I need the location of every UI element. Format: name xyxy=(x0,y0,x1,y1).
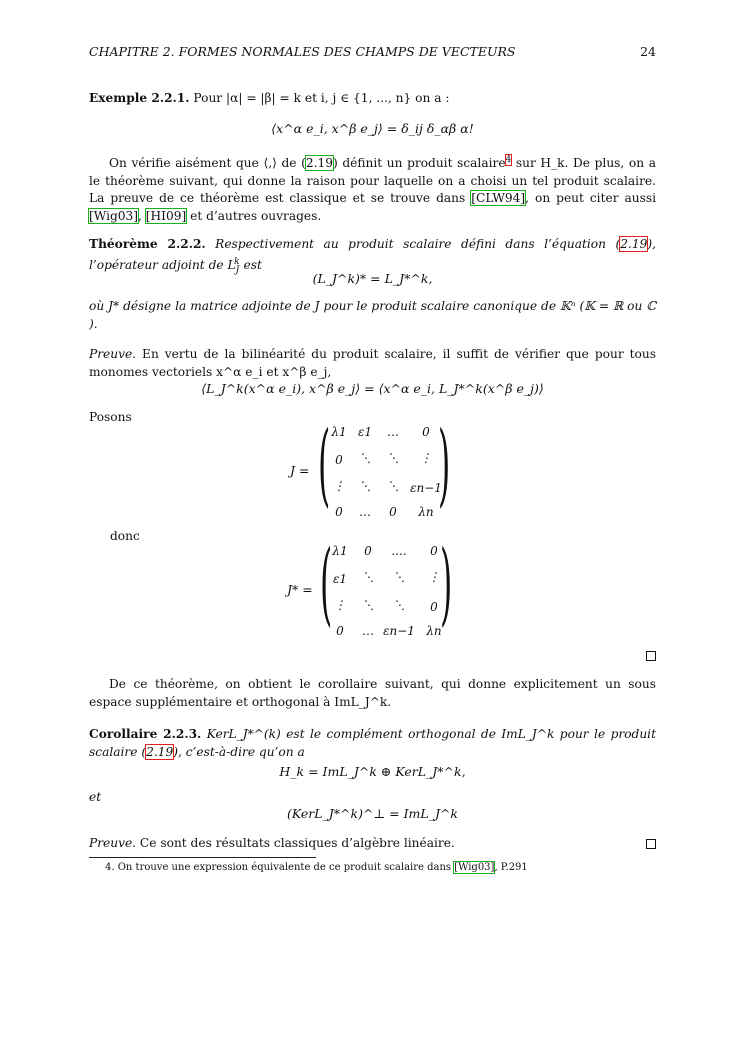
posons-label: Posons xyxy=(89,410,132,424)
matrix-cell: 0 xyxy=(335,505,343,519)
matrix-cell: ⋱ xyxy=(393,598,405,612)
theorem-text-b: ), l’opérateur adjoint de L xyxy=(89,237,656,272)
matrix-j xyxy=(290,412,460,521)
matrix-cell: λn xyxy=(426,624,442,638)
corollary-statement xyxy=(89,726,656,761)
matrix-cell: λn xyxy=(418,505,434,519)
proof-2 xyxy=(89,835,656,853)
example-label: Exemple 2.2.1. xyxy=(89,91,190,105)
matrix-cell: ⋱ xyxy=(387,451,399,465)
matrix-cell: ε1 xyxy=(332,572,348,586)
corollary-label: Corollaire 2.2.3. xyxy=(89,727,202,741)
matrix-cell: λ1 xyxy=(332,544,348,558)
matrix-cell: ⋮ xyxy=(334,598,346,612)
corollary-equation-2: (KerL_J*^k)^⊥ = ImL_J^k xyxy=(286,806,459,821)
para1-text-c: sur H_k. De plus, on a le théorème suivant, qui donne la raison pour laquelle on a choisi un tel produit scalaire. La preuve de ce théorème est classique et se trouve dans xyxy=(89,156,656,206)
footnote-text-b: , P.291 xyxy=(494,862,528,873)
matrix-j-star xyxy=(287,531,457,640)
matrix-cell: ⋱ xyxy=(393,570,405,584)
example-text: Pour |α| = |β| = k et i, j ∈ {1, ..., n} on a : xyxy=(193,91,450,105)
matrix-cell: 0 xyxy=(335,453,343,467)
theorem-equation: (L_J^k)* = L_J*^k, xyxy=(312,271,433,286)
paragraph-1 xyxy=(89,152,656,225)
proof-1-equation: ⟨L_J^k(x^α e_i), x^β e_j⟩ = ⟨x^α e_i, L_J*^k(x^β e_j)⟩ xyxy=(201,381,544,396)
corollary-equation-1: H_k = ImL_J^k ⊕ KerL_J*^k, xyxy=(279,764,466,779)
proof-1 xyxy=(89,346,656,381)
matrix-cell: … xyxy=(387,425,399,439)
matrix-cell: ⋱ xyxy=(387,479,399,493)
footnote-number: 4. xyxy=(105,862,115,873)
matrix-j-right-paren: ) xyxy=(438,412,451,517)
matrix-cell: ⋮ xyxy=(333,479,345,493)
matrix-cell: 0 xyxy=(364,544,372,558)
para1-text-f: et d’autres ouvrages. xyxy=(186,208,322,223)
matrix-cell: ⋮ xyxy=(420,451,432,465)
matrix-cell: ⋱ xyxy=(359,479,371,493)
header-title: CHAPITRE 2. FORMES NORMALES DES CHAMPS DE VECTEURS xyxy=(89,44,516,59)
matrix-cell: ⋱ xyxy=(359,451,371,465)
footnote-citation-wig03[interactable]: [Wig03] xyxy=(454,862,495,873)
citation-hi09[interactable]: [HI09] xyxy=(145,208,187,223)
matrix-cell: ⋱ xyxy=(362,570,374,584)
proof-2-label: Preuve. xyxy=(89,836,137,850)
matrix-cell: λ1 xyxy=(331,425,347,439)
matrix-cell: ⋮ xyxy=(428,570,440,584)
proof-1-label: Preuve. xyxy=(89,347,137,361)
matrix-cell: .... xyxy=(391,544,407,558)
matrix-cell: … xyxy=(359,505,371,519)
matrix-cell: … xyxy=(362,624,374,638)
matrix-j-left-paren: ( xyxy=(318,412,331,517)
proof-2-text: Ce sont des résultats classiques d’algèbre linéaire. xyxy=(136,836,455,850)
paragraph-2: De ce théorème, on obtient le corollaire suivant, qui donne explicitement un sous espace supplémentaire et orthogonal à ImL_J^k. xyxy=(89,677,656,709)
corollary-equation-ref-link[interactable]: 2.19 xyxy=(146,744,174,759)
page-number: 24 xyxy=(640,44,656,59)
example-equation: ⟨x^α e_i, x^β e_j⟩ = δ_ij δ_αβ α! xyxy=(271,121,474,136)
qed-square xyxy=(646,651,656,661)
matrix-j-star-lhs: J* = xyxy=(287,582,313,597)
para1-text-b: ) définit un produit scalaire xyxy=(332,156,506,171)
matrix-j-star-right-paren: ) xyxy=(440,531,453,636)
qed-square xyxy=(646,839,656,849)
theorem-text-c: est xyxy=(239,257,262,272)
footnote-rule xyxy=(89,857,316,858)
corollary-text-a: KerL_J*^(k) est le complément orthogonal de ImL_J^k pour le produit scalaire ( xyxy=(89,727,656,759)
theorem-equation-ref-link[interactable]: 2.19 xyxy=(620,237,648,251)
donc-label: donc xyxy=(110,529,140,543)
matrix-cell: ε1 xyxy=(357,425,373,439)
running-header xyxy=(89,44,656,59)
proof-1-text: En vertu de la bilinéarité du produit scalaire, il suffit de vérifier que pour tous monomes vectoriels x^α e_i et x^β e_j, xyxy=(89,347,656,379)
corollary-text-b: ), c’est-à-dire qu’on a xyxy=(173,744,305,759)
matrix-cell: 0 xyxy=(389,505,397,519)
example-block xyxy=(89,90,656,108)
footnote xyxy=(105,862,528,873)
matrix-cell: 0 xyxy=(430,600,438,614)
footnote-text-a: On trouve une expression équivalente de ce produit scalaire dans xyxy=(117,862,455,873)
equation-ref-link[interactable]: 2.19 xyxy=(305,156,333,171)
para1-text-a: On vérifie aisément que ⟨,⟩ de ( xyxy=(109,156,306,171)
theorem-text-a: Respectivement au produit scalaire défini dans l’équation ( xyxy=(205,237,621,251)
matrix-cell: 0 xyxy=(430,544,438,558)
theorem-label: Théorème 2.2.2. xyxy=(89,237,206,251)
matrix-cell: 0 xyxy=(422,425,430,439)
matrix-cell: εn−1 xyxy=(383,624,415,638)
citation-wig03[interactable]: [Wig03] xyxy=(89,208,139,223)
para1-text-d: , on peut citer aussi xyxy=(525,191,656,206)
footnote-ref-link[interactable]: 4 xyxy=(505,155,512,165)
matrix-j-star-left-paren: ( xyxy=(320,531,333,636)
citation-clw94[interactable]: [CLW94] xyxy=(471,191,526,206)
theorem-continuation: où J* désigne la matrice adjointe de J pour le produit scalaire canonique de 𝕂ⁿ (𝕂 = ℝ ou ℂ ). xyxy=(89,299,656,331)
matrix-cell: 0 xyxy=(336,624,344,638)
corollary-et: et xyxy=(89,790,102,804)
theorem-statement: Théorème 2.2.2. Respectivement au produit scalaire défini dans l’équation (2.19), l’opérateur adjoint de $L_J^k$ est xyxy=(89,237,656,275)
para1-text-e: , xyxy=(138,208,146,223)
matrix-j-lhs: J = xyxy=(290,463,310,478)
matrix-cell: εn−1 xyxy=(410,481,442,495)
matrix-cell: ⋱ xyxy=(362,598,374,612)
